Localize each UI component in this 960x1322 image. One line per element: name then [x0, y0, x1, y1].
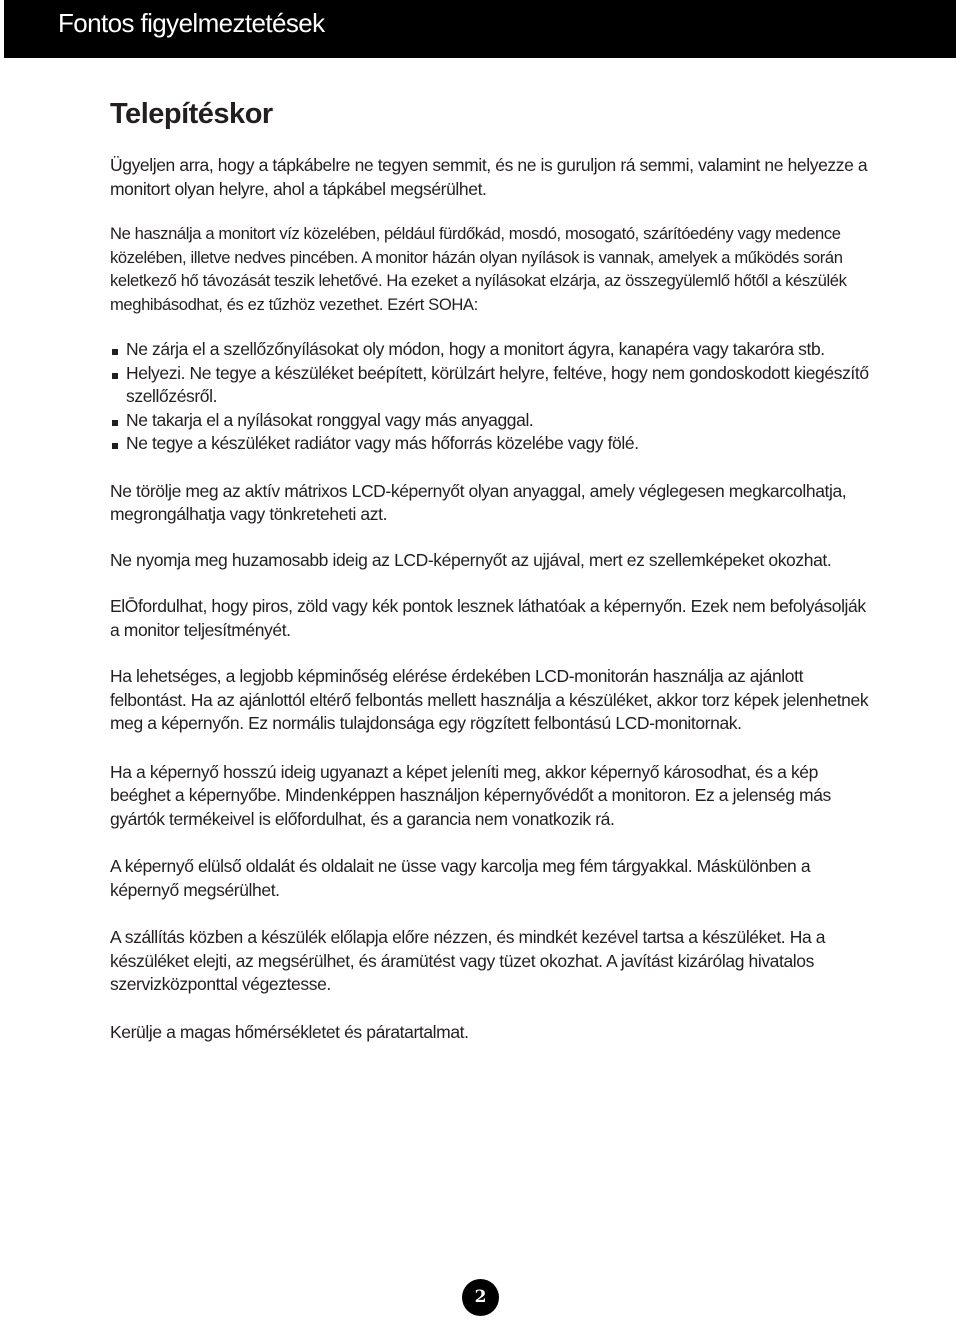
list-item — [110, 432, 870, 456]
bullet-square-icon — [112, 349, 118, 355]
paragraph-power-cable: Ügyeljen arra, hogy a tápkábelre ne tegyen semmit, és ne is guruljon rá semmi, valamint ne helyezze a monitort olyan helyre, ahol a tápkábel megsérülhet. — [110, 155, 868, 199]
header-bar — [4, 0, 956, 58]
paragraph-lcd-cleaning: Ne törölje meg az aktív mátrixos LCD-képernyőt olyan anyaggal, amely véglegesen megkarcolhatja, megrongálhatja vagy tönkreteheti azt. — [110, 480, 847, 524]
paragraph-metal-objects: A képernyő elülső oldalát és oldalait ne üsse vagy karcolja meg fém tárgyakkal. Máskülönben a képernyő megsérülhet. — [110, 856, 811, 900]
paragraph-water-ventilation: Ne használja a monitort víz közelében, például fürdőkád, mosdó, mosogató, szárítóedény vagy medence közelében, illetve nedves pincében. A monitor házán olyan nyílások is vannak, amelyek a működés során keletkező hő távozását teszik lehetővé. Ha ezeket a nyílásokat elzárja, az összegyülemlő hőtől a készülék meghibásodhat, és ez tűzhöz vezethet. Ezért SOHA: — [110, 224, 847, 314]
header-title: Fontos figyelmeztetések — [58, 8, 325, 38]
body-content — [110, 154, 870, 1044]
list-item — [110, 409, 870, 433]
paragraph-image-burn: Ha a képernyő hosszú ideig ugyanazt a képet jeleníti meg, akkor képernyő károsodhat, és a kép beéghet a képernyőbe. Mindenképpen használjon képernyővédőt a monitoron. Ez a jelenség más gyártók termékeivel is előfordulhat, és a garancia nem vonatkozik rá. — [110, 761, 831, 829]
paragraph-temperature-humidity: Kerülje a magas hőmérsékletet és páratartalmat. — [110, 1021, 469, 1042]
list-item — [110, 338, 870, 362]
list-item-text: Ne zárja el a szellőzőnyílásokat oly módon, hogy a monitort ágyra, kanapéra vagy takaróra stb. — [126, 339, 825, 359]
warning-list — [110, 338, 870, 456]
bullet-square-icon — [112, 443, 118, 449]
paragraph-pixel-dots: ElŌfordulhat, hogy piros, zöld vagy kék pontok lesznek láthatóak a képernyőn. Ezek nem befolyásolják a monitor teljesítményét. — [110, 596, 866, 640]
section-heading: Telepítéskor — [110, 98, 273, 130]
paragraph-transport: A szállítás közben a készülék előlapja előre nézzen, és mindkét kezével tartsa a készüléket. Ha a készüléket elejti, az megsérülhet, és áramütést vagy tüzet okozhat. A javítást kizárólag hivatalos szervizközponttal végeztesse. — [110, 927, 826, 994]
list-item-text: Helyezi. Ne tegye a készüléket beépített, körülzárt helyre, feltéve, hogy nem gondoskodott kiegészítő szellőzésről. — [126, 362, 869, 406]
paragraph-resolution: Ha lehetséges, a legjobb képminőség elérése érdekében LCD-monitorán használja az ajánlott felbontást. Ha az ajánlottól eltérő felbontás mellett használja a készüléket, akkor torz képek jelenhetnek meg a képernyőn. Ez normális tulajdonsága egy rögzített felbontású LCD-monitornak. — [110, 666, 869, 733]
page-number-badge: 2 — [462, 1279, 499, 1316]
bullet-square-icon — [112, 373, 118, 379]
list-item-text: Ne tegye a készüléket radiátor vagy más hőforrás közelébe vagy fölé. — [126, 433, 639, 453]
paragraph-finger-pressure: Ne nyomja meg huzamosabb ideig az LCD-képernyőt az ujjával, mert ez szellemképeket okozhat. — [110, 549, 832, 570]
list-item-text: Ne takarja el a nyílásokat ronggyal vagy más anyaggal. — [126, 409, 534, 430]
list-item — [110, 362, 870, 409]
bullet-square-icon — [112, 420, 118, 426]
